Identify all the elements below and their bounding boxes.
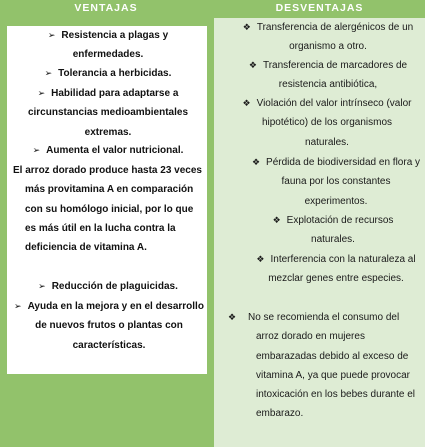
- header-ventajas: VENTAJAS: [74, 2, 138, 14]
- desventaja-item: ❖ Interferencia con la naturaleza al mezclar genes entre especies.: [252, 250, 420, 289]
- diamond-bullet-icon: ❖: [242, 22, 251, 32]
- diamond-bullet-icon: ❖: [256, 254, 265, 264]
- header-desventajas: DESVENTAJAS: [275, 2, 364, 14]
- ventaja-item: ➢ Ayuda en la mejora y en el desarrollo de nuevos frutos o plantas con características.: [13, 297, 205, 355]
- desventaja-item: ❖ Transferencia de alergénicos de un organismo a otro.: [236, 18, 420, 57]
- arrow-bullet-icon: ➢: [32, 145, 41, 155]
- desventaja-item: ❖ No se recomienda el consumo del arroz dorado en mujeres embarazadas debido al exceso de vitamina A, ya que puede provocar intoxicación en los bebes durante el embarazo.: [228, 312, 415, 420]
- diamond-bullet-icon: ❖: [272, 215, 281, 225]
- arrow-bullet-icon: ➢: [38, 281, 46, 291]
- ventaja-item: ➢ Tolerancia a herbicidas.: [17, 64, 199, 83]
- ventaja-item: ➢ Habilidad para adaptarse a circunstancias medioambientales extremas.: [15, 84, 201, 142]
- arrow-bullet-icon: ➢: [44, 68, 53, 78]
- ventajas-panel: [7, 26, 207, 374]
- diamond-bullet-icon: ❖: [248, 60, 257, 70]
- arrow-bullet-icon: ➢: [47, 30, 56, 40]
- ventaja-item: ➢ Resistencia a plagas y enfermedades.: [17, 26, 199, 65]
- desventaja-item: ❖ Pérdida de biodiversidad en flora y fauna por los constantes experimentos.: [250, 153, 422, 211]
- diamond-bullet-icon: ❖: [242, 98, 251, 108]
- ventaja-item: ➢ Aumenta el valor nutricional.: [17, 141, 199, 160]
- ventajas-column: [0, 18, 212, 447]
- arrow-bullet-icon: ➢: [14, 301, 22, 311]
- ventaja-item: ➢ Reducción de plaguicidas.: [17, 277, 199, 296]
- ventaja-item: El arroz dorado produce hasta 23 veces más provitamina A en comparación con su homólogo inicial, por lo que es más útil en la lucha contra la deficiencia de vitamina A.: [13, 165, 202, 254]
- desventaja-item: ❖ Transferencia de marcadores de resistencia antibiótica,: [236, 56, 420, 95]
- desventaja-item: ❖ Explotación de recursos naturales.: [258, 211, 408, 250]
- desventaja-item: ❖ Violación del valor intrínseco (valor hipotético) de los organismos naturales.: [242, 94, 412, 152]
- desventajas-column: [214, 18, 425, 447]
- arrow-bullet-icon: ➢: [37, 88, 46, 98]
- diamond-bullet-icon: ❖: [251, 157, 261, 167]
